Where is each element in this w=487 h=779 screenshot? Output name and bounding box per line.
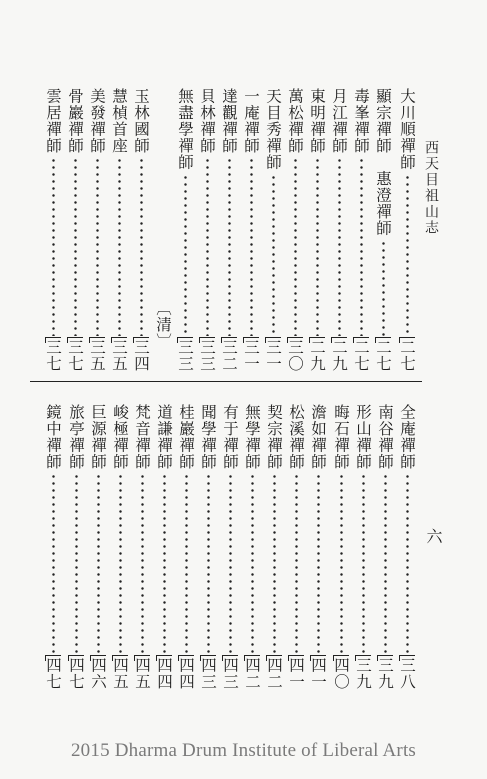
entry-name: 鏡中禪師 bbox=[44, 404, 62, 470]
toc-entry[interactable] bbox=[108, 88, 130, 372]
dot-leader bbox=[141, 473, 144, 654]
entry-page: 三五 bbox=[110, 339, 128, 372]
entry-page: 二七 bbox=[398, 339, 416, 372]
entry-name: 天目秀禪師 bbox=[264, 88, 282, 171]
entry-page: 三九 bbox=[354, 657, 372, 690]
entry-page: 四三 bbox=[221, 657, 239, 690]
dot-leader bbox=[96, 157, 99, 336]
entry-page: 四六 bbox=[89, 657, 107, 690]
dot-leader bbox=[97, 473, 100, 654]
toc-entry[interactable] bbox=[197, 404, 219, 690]
entry-page: 三四 bbox=[132, 339, 150, 372]
toc-entry[interactable] bbox=[219, 404, 241, 690]
dot-leader bbox=[384, 473, 387, 654]
entry-name: 晦石禪師 bbox=[332, 404, 350, 470]
entry-name: 澹如禪師 bbox=[309, 404, 327, 470]
dot-leader bbox=[119, 473, 122, 654]
entry-name: 雲居禪師 bbox=[44, 88, 62, 154]
toc-entry[interactable] bbox=[284, 88, 306, 372]
dot-leader bbox=[206, 157, 209, 336]
entry-page: 三三 bbox=[176, 339, 194, 372]
toc-entry[interactable] bbox=[64, 88, 86, 372]
entry-page: 四〇 bbox=[332, 657, 350, 690]
entry-name: 桂巖禪師 bbox=[177, 404, 195, 470]
dot-leader bbox=[382, 240, 385, 337]
toc-entry[interactable] bbox=[396, 88, 418, 372]
entry-page: 三九 bbox=[376, 657, 394, 690]
toc-entry[interactable] bbox=[87, 404, 109, 690]
entry-name: 大川順禪師 bbox=[398, 88, 416, 171]
dot-leader bbox=[294, 157, 297, 336]
entry-page: 三五 bbox=[88, 339, 106, 372]
entry-page: 四四 bbox=[155, 657, 173, 690]
entry-page: 二七 bbox=[352, 339, 370, 372]
dot-leader bbox=[184, 174, 187, 337]
dot-leader bbox=[185, 473, 188, 654]
entry-page: 二七 bbox=[374, 339, 392, 372]
entry-name: 形山禪師 bbox=[354, 404, 372, 470]
dot-leader bbox=[317, 473, 320, 654]
entry-name: 有于禪師 bbox=[221, 404, 239, 470]
toc-entry[interactable] bbox=[42, 88, 64, 372]
dot-leader bbox=[75, 473, 78, 654]
entry-name: 月江禪師 bbox=[330, 88, 348, 154]
toc-entry[interactable] bbox=[109, 404, 131, 690]
dot-leader bbox=[229, 473, 232, 654]
dynasty-heading: 〔清〕 bbox=[154, 300, 172, 350]
entry-page: 四二 bbox=[265, 657, 283, 690]
toc-entry[interactable] bbox=[396, 404, 418, 690]
dot-leader bbox=[406, 473, 409, 654]
entry-page: 三一 bbox=[242, 339, 260, 372]
toc-entry[interactable] bbox=[306, 88, 328, 372]
section-divider bbox=[30, 381, 422, 382]
entry-name: 聞學禪師 bbox=[199, 404, 217, 470]
toc-entry[interactable] bbox=[307, 404, 329, 690]
dot-leader bbox=[52, 157, 55, 336]
entry-name: 達觀禪師 bbox=[220, 88, 238, 154]
entry-page: 四一 bbox=[309, 657, 327, 690]
toc-entry[interactable] bbox=[374, 404, 396, 690]
entry-page: 四五 bbox=[111, 657, 129, 690]
toc-entry[interactable] bbox=[262, 88, 284, 372]
entry-page: 三八 bbox=[398, 657, 416, 690]
entry-name: 道謙禪師 bbox=[155, 404, 173, 470]
entry-page: 三三 bbox=[198, 339, 216, 372]
toc-entry[interactable] bbox=[42, 404, 64, 690]
entry-page: 二九 bbox=[330, 339, 348, 372]
entry-name: 玉林國師 bbox=[132, 88, 150, 154]
toc-entry[interactable] bbox=[153, 404, 175, 690]
entry-page: 三二 bbox=[220, 339, 238, 372]
dot-leader bbox=[207, 473, 210, 654]
entry-page: 三七 bbox=[44, 339, 62, 372]
toc-entry[interactable] bbox=[372, 88, 394, 372]
entry-page: 四七 bbox=[44, 657, 62, 690]
entry-page: 四二 bbox=[243, 657, 261, 690]
entry-name: 巨源禪師 bbox=[89, 404, 107, 470]
dot-leader bbox=[316, 157, 319, 336]
dot-leader bbox=[338, 157, 341, 336]
entry-page: 三一 bbox=[264, 339, 282, 372]
entry-name: 無盡學禪師 bbox=[176, 88, 194, 171]
page-number: 六 bbox=[424, 528, 443, 546]
entry-page: 四七 bbox=[67, 657, 85, 690]
entry-page: 三七 bbox=[66, 339, 84, 372]
entry-name: 旅亭禪師 bbox=[67, 404, 85, 470]
toc-entry[interactable] bbox=[285, 404, 307, 690]
entry-page: 四三 bbox=[199, 657, 217, 690]
dot-leader bbox=[163, 473, 166, 654]
entry-name: 毒峯禪師 bbox=[352, 88, 370, 154]
toc-entry[interactable] bbox=[175, 404, 197, 690]
entry-name: 萬松禪師 bbox=[286, 88, 304, 154]
entry-name: 貝林禪師 bbox=[198, 88, 216, 154]
dot-leader bbox=[251, 473, 254, 654]
entry-name: 無學禪師 bbox=[243, 404, 261, 470]
dot-leader bbox=[406, 174, 409, 337]
entry-name: 契宗禪師 bbox=[265, 404, 283, 470]
toc-entry[interactable] bbox=[241, 404, 263, 690]
entry-page: 四五 bbox=[133, 657, 151, 690]
toc-entry[interactable] bbox=[330, 404, 352, 690]
entry-name: 顯宗禪師 惠澄禪師 bbox=[374, 88, 392, 237]
toc-entry[interactable] bbox=[131, 404, 153, 690]
entry-name: 梵音禪師 bbox=[133, 404, 151, 470]
entry-page: 二九 bbox=[308, 339, 326, 372]
toc-entry[interactable] bbox=[352, 404, 374, 690]
dot-leader bbox=[52, 473, 55, 654]
entry-name: 全庵禪師 bbox=[398, 404, 416, 470]
entry-name: 骨巖禪師 bbox=[66, 88, 84, 154]
dot-leader bbox=[360, 157, 363, 336]
toc-entry[interactable] bbox=[174, 88, 196, 372]
dot-leader bbox=[295, 473, 298, 654]
running-title: 西天目祖山志 bbox=[423, 140, 439, 236]
entry-page: 三〇 bbox=[286, 339, 304, 372]
toc-entry[interactable] bbox=[65, 404, 87, 690]
toc-entry[interactable] bbox=[130, 88, 152, 372]
toc-entry[interactable] bbox=[240, 88, 262, 372]
toc-entry[interactable] bbox=[328, 88, 350, 372]
toc-entry[interactable] bbox=[196, 88, 218, 372]
entry-name: 一庵禪師 bbox=[242, 88, 260, 154]
entry-name: 美發禪師 bbox=[88, 88, 106, 154]
dot-leader bbox=[340, 473, 343, 654]
watermark-text: 2015 Dharma Drum Institute of Liberal Arts bbox=[70, 740, 417, 761]
toc-entry[interactable] bbox=[86, 88, 108, 372]
entry-page: 四四 bbox=[177, 657, 195, 690]
entry-name: 東明禪師 bbox=[308, 88, 326, 154]
entry-name: 峻極禪師 bbox=[111, 404, 129, 470]
entry-name: 松溪禪師 bbox=[287, 404, 305, 470]
entry-page: 四一 bbox=[287, 657, 305, 690]
dot-leader bbox=[272, 174, 275, 337]
toc-entry[interactable] bbox=[350, 88, 372, 372]
dot-leader bbox=[118, 157, 121, 336]
dot-leader bbox=[74, 157, 77, 336]
toc-entry[interactable] bbox=[263, 404, 285, 690]
dot-leader bbox=[362, 473, 365, 654]
toc-entry[interactable] bbox=[218, 88, 240, 372]
dot-leader bbox=[228, 157, 231, 336]
entry-name: 慧楨首座 bbox=[110, 88, 128, 154]
dot-leader bbox=[140, 157, 143, 336]
dot-leader bbox=[273, 473, 276, 654]
dot-leader bbox=[250, 157, 253, 336]
entry-name: 南谷禪師 bbox=[376, 404, 394, 470]
